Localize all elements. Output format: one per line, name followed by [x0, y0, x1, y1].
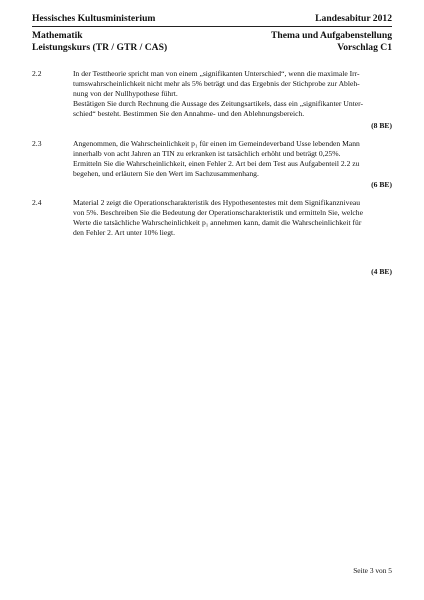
header-subject: Mathematik: [32, 30, 83, 41]
header-proposal: Vorschlag C1: [337, 42, 392, 53]
task-line: begehen, und erläutern Sie den Wert im Sachzusammenhang.: [73, 169, 259, 178]
task-points: (6 BE): [371, 180, 392, 189]
header-topic: Thema und Aufgabenstellung: [270, 30, 392, 41]
task-number: 2.2: [32, 69, 42, 78]
task-line: den Fehler 2. Art unter 10% liegt.: [73, 228, 176, 237]
task-line: schied“ besteht. Bestimmen Sie den Annahme- und den Ablehnungsbereich.: [73, 109, 305, 118]
task-text: [73, 139, 401, 179]
task-line: Werte die tatsächliche Wahrscheinlichkeit p₁ annehmen kann, damit die Wahrscheinlichkeit für: [73, 218, 362, 227]
task-points: (4 BE): [371, 267, 392, 276]
task-line: Angenommen, die Wahrscheinlichkeit p₁ für einen im Gemeindeverband Usse lebenden Mann: [73, 139, 360, 148]
task-points: (8 BE): [371, 121, 392, 130]
header-exam: Landesabitur 2012: [315, 13, 392, 24]
header-course: Leistungskurs (TR / GTR / CAS): [32, 42, 168, 53]
task-line: nung von der Nullhypothese führt.: [73, 89, 178, 98]
task-line: Ermitteln Sie die Wahrscheinlichkeit, einen Fehler 2. Art bei dem Test aus Aufgabenteil 2.2 zu: [73, 159, 360, 168]
task-line: innerhalb von acht Jahren an TIN zu erkranken ist tatsächlich erhöht und beträgt 0,25%.: [73, 149, 341, 158]
task-number: 2.4: [32, 198, 42, 207]
page-number: Seite 3 von 5: [353, 566, 392, 575]
task-text: [73, 198, 401, 238]
task-number: 2.3: [32, 139, 42, 148]
task-line: In der Testtheorie spricht man von einem „signifikanten Unterschied“, wenn die maximale Irr-: [73, 69, 360, 78]
task-line: Bestätigen Sie durch Rechnung die Aussage des Zeitungsartikels, dass ein „signifikanter Unter-: [73, 99, 364, 108]
task-line: von 5%. Beschreiben Sie die Bedeutung der Operationscharakteristik und ermitteln Sie, welche: [73, 208, 363, 217]
task-line: Material 2 zeigt die Operationscharakteristik des Hypothesentestes mit dem Signifikanzniveau: [73, 198, 361, 207]
header-divider: [32, 26, 392, 27]
task-line: tumswahrscheinlichkeit nicht mehr als 5% beträgt und das Ergebnis der Stichprobe zur Ableh-: [73, 79, 360, 88]
header-ministry: Hessisches Kultusministerium: [32, 13, 156, 24]
task-text: [73, 69, 401, 119]
